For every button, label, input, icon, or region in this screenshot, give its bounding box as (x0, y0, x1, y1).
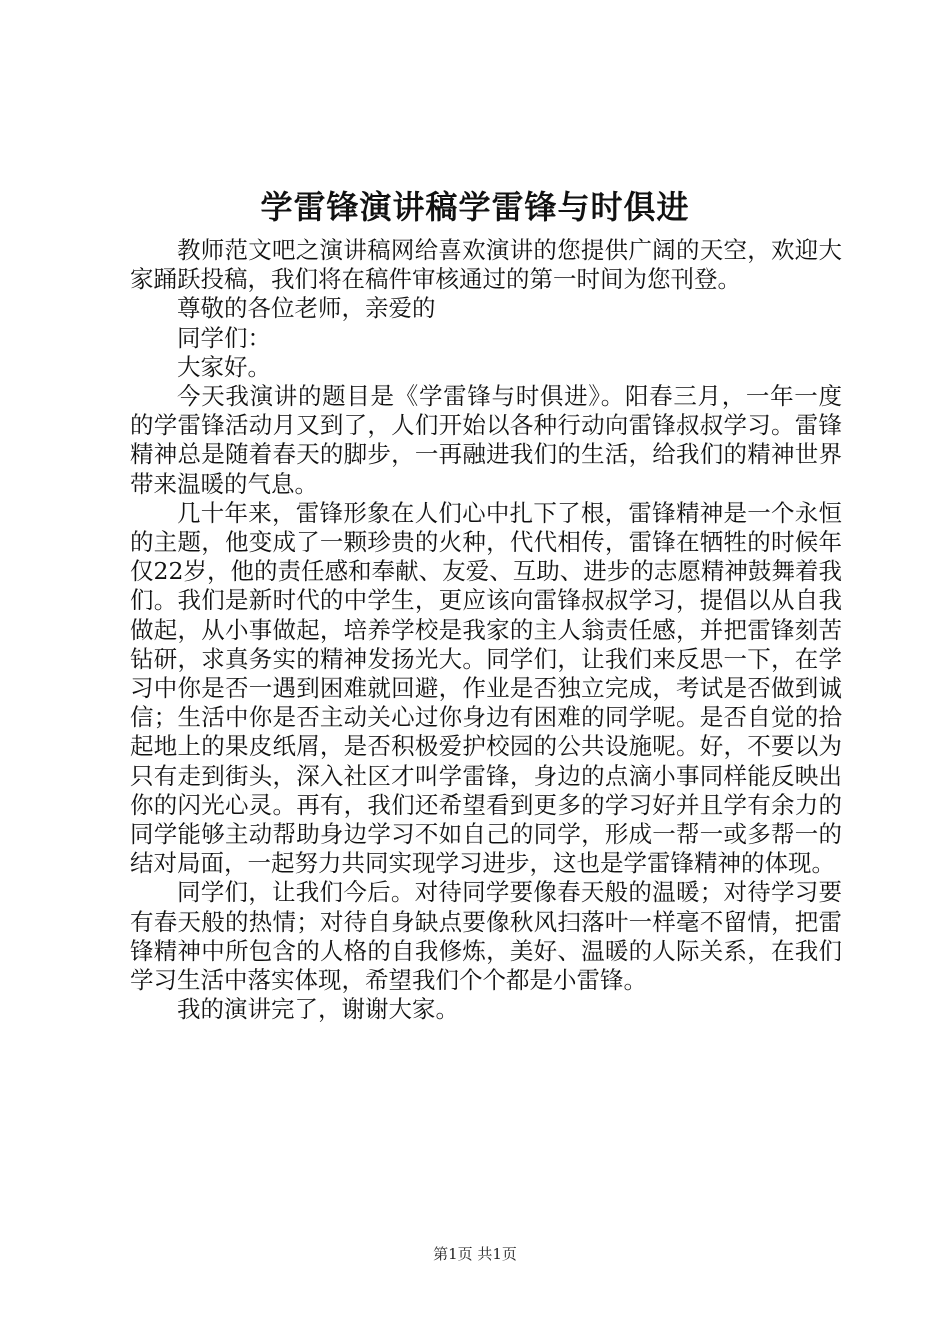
page-number-footer: 第1页 共1页 (433, 1245, 517, 1263)
paragraph-closing: 我的演讲完了，谢谢大家。 (177, 995, 459, 1024)
document-body (130, 236, 842, 1024)
paragraph-greeting-teachers: 尊敬的各位老师，亲爱的 (177, 294, 436, 323)
paragraph-hello: 大家好。 (177, 352, 271, 381)
paragraph-greeting-students: 同学们： (177, 323, 271, 352)
paragraph-main: 几十年来，雷锋形象在人们心中扎下了根，雷锋精神是一个永恒的主题，他变成了一颗珍贵的火种，代代相传，雷锋在牺牲的时候年仅22岁，他的责任感和奉献、友爱、互助、进步的志愿精神鼓舞着我们。我们是新时代的中学生，更应该向雷锋叔叔学习，提倡以从自我做起，从小事做起，培养学校是我家的主人翁责任感，并把雷锋刻苦钻研，求真务实的精神发扬光大。同学们，让我们来反思一下，在学习中你是否一遇到困难就回避，作业是否独立完成，考试是否做到诚信；生活中你是否主动关心过你身边有困难的同学呢。是否自觉的拾起地上的果皮纸屑，是否积极爱护校园的公共设施呢。好，不要以为只有走到街头，深入社区才叫学雷锋，身边的点滴小事同样能反映出你的闪光心灵。再有，我们还希望看到更多的学习好并且学有余力的同学能够主动帮助身边学习不如自己的同学，形成一帮一或多帮一的结对局面，一起努力共同实现学习进步，这也是学雷锋精神的体现。 (130, 498, 842, 878)
paragraph-intro: 教师范文吧之演讲稿网给喜欢演讲的您提供广阔的天空，欢迎大家踊跃投稿，我们将在稿件审核通过的第一时间为您刊登。 (130, 236, 842, 294)
paragraph-topic: 今天我演讲的题目是《学雷锋与时俱进》。阳春三月，一年一度的学雷锋活动月又到了，人们开始以各种行动向雷锋叔叔学习。雷锋精神总是随着春天的脚步，一再融进我们的生活，给我们的精神世界带来温暖的气息。 (130, 382, 842, 498)
paragraph-call-to-action: 同学们，让我们今后。对待同学要像春天般的温暖；对待学习要有春天般的热情；对待自身缺点要像秋风扫落叶一样毫不留情，把雷锋精神中所包含的人格的自我修炼，美好、温暖的人际关系，在我们学习生活中落实体现，希望我们个个都是小雷锋。 (130, 878, 842, 995)
document-title: 学雷锋演讲稿学雷锋与时俱进 (260, 188, 690, 226)
